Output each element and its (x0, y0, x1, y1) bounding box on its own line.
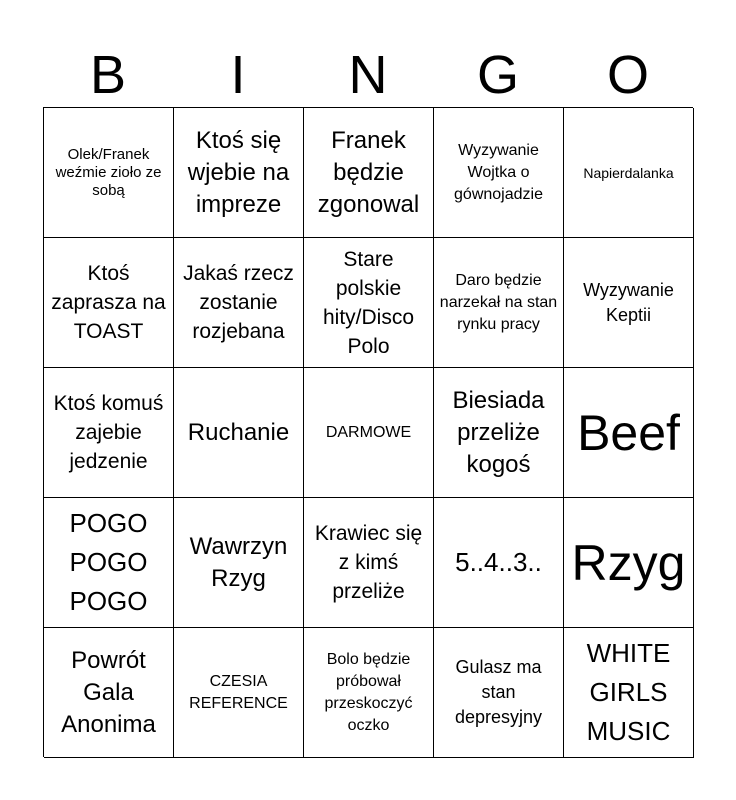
bingo-cell[interactable] (304, 628, 434, 758)
bingo-cell[interactable] (564, 498, 694, 628)
bingo-cell[interactable] (44, 108, 174, 238)
cell-text: DARMOWE (325, 423, 412, 441)
bingo-cell[interactable] (434, 628, 564, 758)
cell-text: Beef (577, 404, 680, 461)
bingo-cell[interactable] (174, 238, 304, 368)
bingo-cell[interactable] (304, 498, 434, 628)
bingo-cell[interactable] (44, 628, 174, 758)
cell-text: 5..4..3.. (455, 547, 542, 577)
bingo-cell[interactable] (174, 108, 304, 238)
bingo-cell[interactable] (174, 368, 304, 498)
cell-text: Wyzywanie Keptii (583, 279, 674, 325)
bingo-cell[interactable] (434, 498, 564, 628)
cell-text: Stare polskie hity/Disco Polo (322, 247, 415, 358)
cell-text: Rzyg (571, 534, 686, 591)
cell-text: Bolo będzie próbował przeskoczyć oczko (324, 650, 413, 734)
bingo-cell[interactable] (434, 108, 564, 238)
bingo-cell[interactable] (564, 368, 694, 498)
header-letter-g: G (476, 45, 519, 105)
cell-text: Ktoś komuś zajebie jedzenie (53, 392, 164, 473)
header-letter-i: I (230, 45, 246, 105)
cell-text: Jakaś rzecz zostanie rozjebana (183, 262, 294, 343)
bingo-grid (43, 107, 693, 757)
bingo-cell[interactable] (434, 238, 564, 368)
cell-text: Ktoś się wjebie na impreze (187, 126, 290, 218)
cell-text: Wawrzyn Rzyg (189, 532, 288, 592)
header-letter-o: O (606, 45, 649, 105)
bingo-cell[interactable] (44, 498, 174, 628)
header-letter-n: N (348, 45, 388, 105)
cell-text: Gulasz ma stan depresyjny (454, 657, 543, 727)
cell-text: Olek/Franek weźmie zioło ze sobą (55, 145, 162, 199)
header-letter-b: B (89, 45, 127, 105)
bingo-cell[interactable] (434, 368, 564, 498)
cell-text: Wyzywanie Wojtka o gównojadzie (454, 141, 543, 203)
bingo-cell[interactable] (564, 628, 694, 758)
cell-text: Powrót Gala Anonima (61, 646, 156, 738)
cell-text: Napierdalanka (583, 164, 674, 181)
bingo-cell[interactable] (304, 368, 434, 498)
bingo-cell[interactable] (44, 238, 174, 368)
cell-text: CZESIA REFERENCE (189, 672, 288, 712)
cell-text: Krawiec się z kimś przeliże (314, 522, 423, 603)
bingo-cell[interactable] (174, 628, 304, 758)
cell-text: Biesiada przeliże kogoś (452, 386, 545, 478)
cell-text: Franek będzie zgonowal (317, 126, 420, 218)
bingo-cell[interactable] (174, 498, 304, 628)
cell-text: Daro będzie narzekał na stan rynku pracy (439, 271, 558, 333)
cell-text: POGO POGO POGO (69, 508, 148, 616)
bingo-cell[interactable] (564, 108, 694, 238)
bingo-cell[interactable] (564, 238, 694, 368)
cell-text: Ktoś zaprasza na TOAST (51, 262, 166, 343)
bingo-cell[interactable] (304, 238, 434, 368)
bingo-header (43, 40, 693, 110)
cell-text: WHITE GIRLS MUSIC (586, 638, 671, 746)
bingo-cell[interactable] (304, 108, 434, 238)
bingo-cell[interactable] (44, 368, 174, 498)
cell-text: Ruchanie (187, 418, 290, 446)
